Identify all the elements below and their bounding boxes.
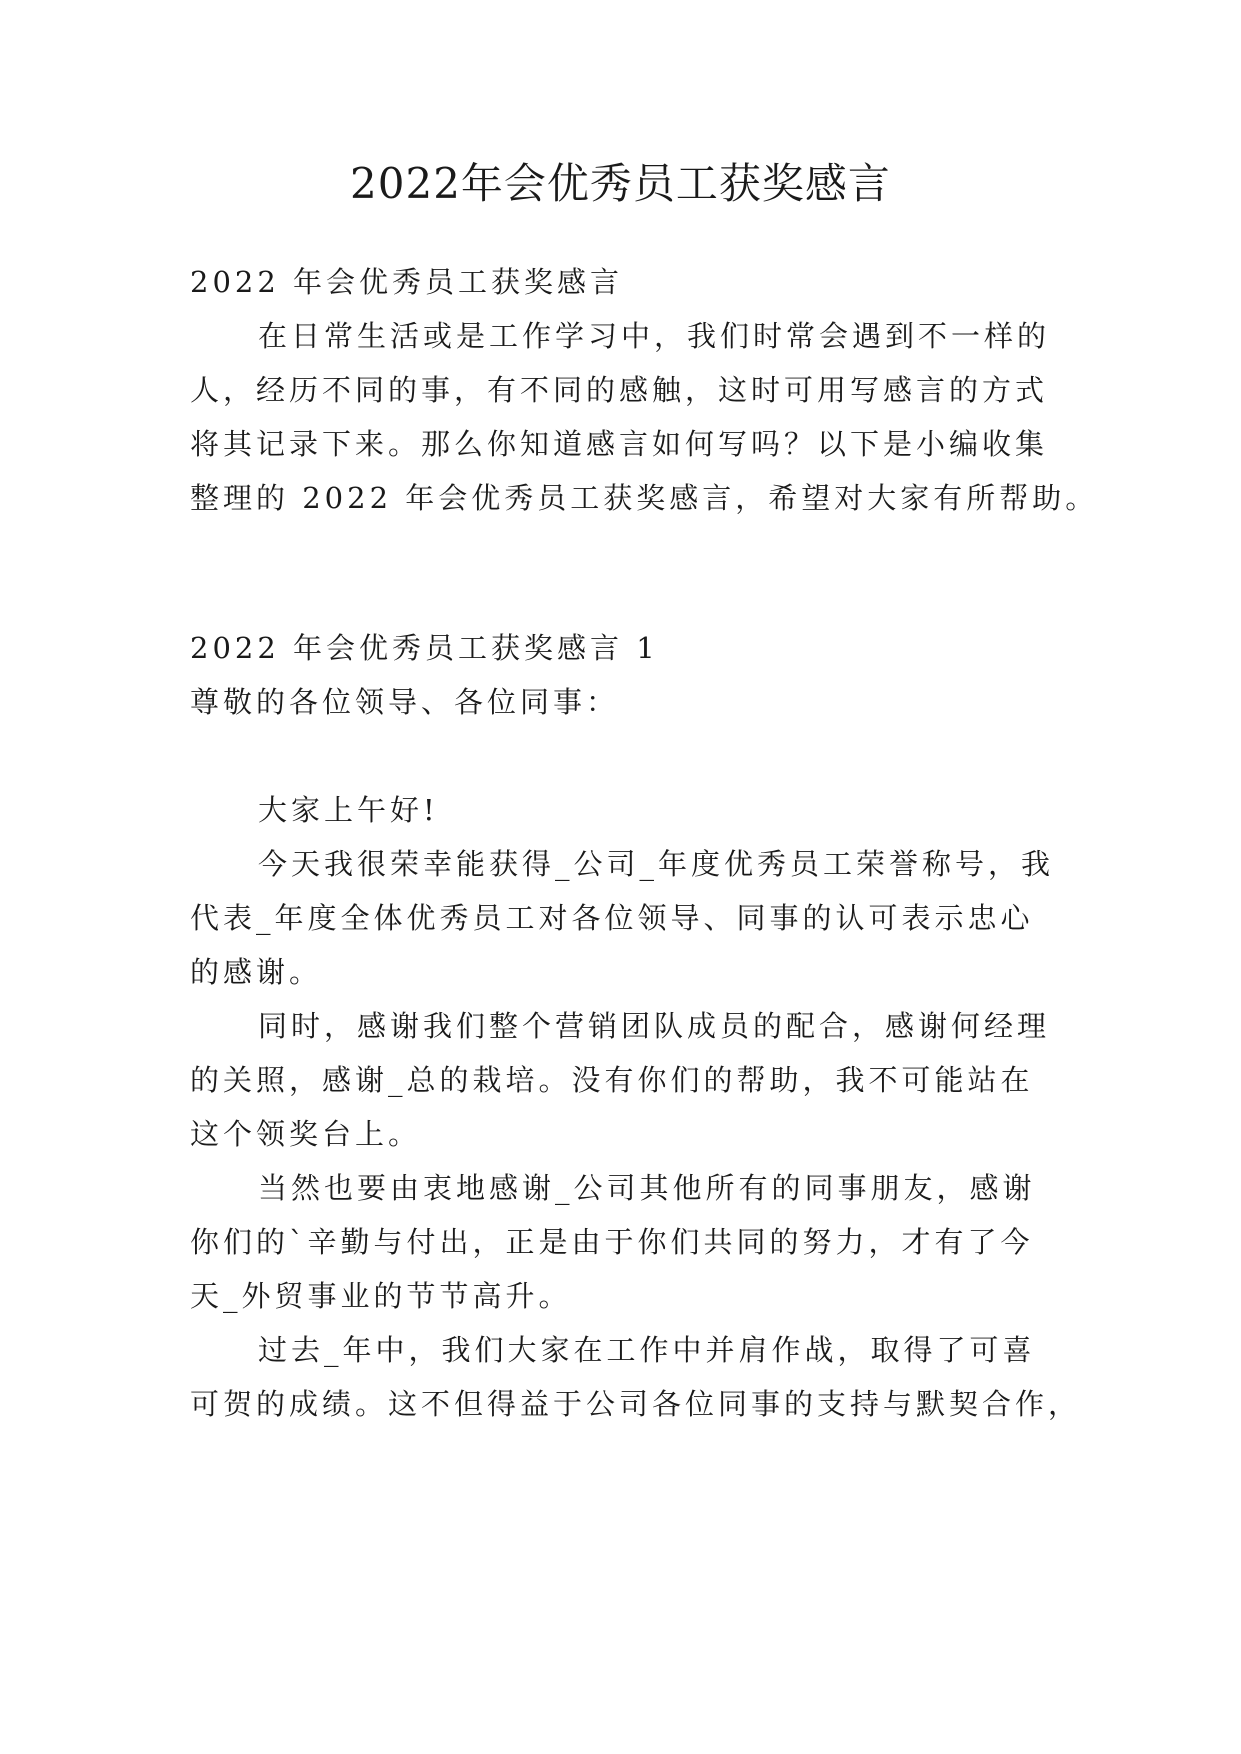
paragraph-line: 你们的`辛勤与付出，正是由于你们共同的努力，才有了今: [190, 1225, 1034, 1259]
paragraph-line: 天_外贸事业的节节高升。: [190, 1279, 572, 1313]
section-heading: 2022 年会优秀员工获奖感言 1: [190, 631, 659, 665]
document-title: 2022年会优秀员工获奖感言: [350, 159, 891, 208]
paragraph-line: 的关照，感谢_总的栽培。没有你们的帮助，我不可能站在: [190, 1063, 1034, 1097]
document-subtitle: 2022 年会优秀员工获奖感言: [190, 265, 624, 299]
paragraph-line: 的感谢。: [190, 955, 323, 989]
paragraph-line: 当然也要由衷地感谢_公司其他所有的同事朋友，感谢: [258, 1171, 1036, 1205]
salutation: 尊敬的各位领导、各位同事：: [190, 685, 620, 719]
paragraph-line: 这个领奖台上。: [190, 1117, 422, 1151]
paragraph-line: 过去_年中，我们大家在工作中并肩作战，取得了可喜: [258, 1333, 1036, 1367]
greeting: 大家上午好!: [258, 793, 439, 827]
intro-line: 人，经历不同的事，有不同的感触，这时可用写感言的方式: [190, 373, 1049, 407]
paragraph-line: 今天我很荣幸能获得_公司_年度优秀员工荣誉称号，我: [258, 847, 1055, 881]
intro-line: 整理的 2022 年会优秀员工获奖感言，希望对大家有所帮助。: [190, 481, 1099, 515]
paragraph-line: 代表_年度全体优秀员工对各位领导、同事的认可表示忠心: [190, 901, 1034, 935]
intro-line: 在日常生活或是工作学习中，我们时常会遇到不一样的: [258, 319, 1051, 353]
paragraph-line: 同时，感谢我们整个营销团队成员的配合，感谢何经理: [258, 1009, 1051, 1043]
paragraph-line: 可贺的成绩。这不但得益于公司各位同事的支持与默契合作，: [190, 1387, 1082, 1421]
intro-line: 将其记录下来。那么你知道感言如何写吗？以下是小编收集: [190, 427, 1049, 461]
